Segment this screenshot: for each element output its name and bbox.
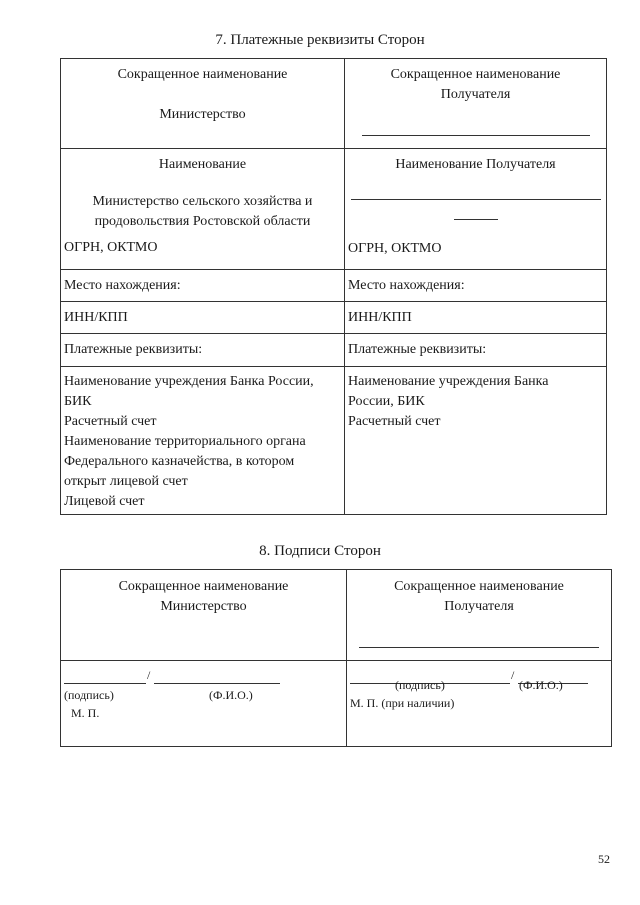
- short-name-value: Министерство: [159, 107, 246, 122]
- sig-recipient-short-name-value: Получателя: [444, 599, 514, 614]
- payment-details-table: [60, 58, 607, 515]
- short-name-label-line2: Получателя: [440, 87, 511, 102]
- signature-blank[interactable]: [64, 669, 146, 684]
- slash: /: [147, 668, 151, 682]
- recipient-name-cell: [345, 149, 607, 270]
- bank-line: Наименование учреждения Банка России,: [64, 374, 314, 389]
- inn-label: ИНН/КПП: [61, 302, 345, 334]
- recipient-payment-label: Платежные реквизиты:: [345, 334, 607, 367]
- bank-line: Расчетный счет: [348, 414, 441, 429]
- name-value-line1: Министерство сельского хозяйства и: [92, 194, 313, 209]
- signatures-table: [60, 569, 612, 747]
- recipient-name-blank-1[interactable]: [351, 188, 601, 200]
- recipient-short-name-cell: [345, 59, 607, 149]
- recipient-location-label: Место нахождения:: [345, 270, 607, 302]
- bank-line: Наименование учреждения Банка: [348, 374, 549, 389]
- bank-line: Расчетный счет: [64, 414, 157, 429]
- recipient-slash: /: [511, 668, 515, 682]
- recipient-short-name-signature-blank[interactable]: [359, 646, 599, 648]
- recipient-sign-label: (подпись): [395, 678, 445, 692]
- recipient-name-blank-2[interactable]: [454, 207, 498, 220]
- short-name-label: Сокращенное наименование: [117, 67, 288, 82]
- bank-line: БИК: [64, 394, 92, 409]
- section-8-title: 8. Подписи Сторон: [259, 543, 381, 559]
- ogrn-label: ОГРН, ОКТМО: [64, 240, 158, 255]
- location-label: Место нахождения:: [61, 270, 345, 302]
- bank-line: Лицевой счет: [64, 494, 145, 509]
- recipient-signature-header-cell: [347, 570, 612, 661]
- name-value-line2: продовольствия Ростовской области: [94, 214, 311, 229]
- ministry-signature-header-cell: [61, 570, 347, 661]
- recipient-signature-cell: [347, 661, 612, 747]
- recipient-short-name-blank[interactable]: [362, 134, 590, 136]
- bank-line: России, БИК: [348, 394, 425, 409]
- recipient-fio-label: (Ф.И.О.): [519, 678, 563, 692]
- sig-short-name-label: Сокращенное наименование: [118, 579, 289, 594]
- section-7-title: 7. Платежные реквизиты Сторон: [215, 32, 425, 48]
- recipient-stamp-label: М. П. (при наличии): [350, 696, 455, 710]
- fio-blank[interactable]: [154, 669, 280, 684]
- sig-recipient-short-name-label: Сокращенное наименование: [394, 579, 564, 594]
- payment-label: Платежные реквизиты:: [61, 334, 345, 367]
- sign-label: (подпись): [64, 688, 114, 702]
- ministry-bank-details-cell: [61, 367, 345, 515]
- recipient-name-label: Наименование Получателя: [395, 157, 556, 172]
- fio-label: (Ф.И.О.): [209, 688, 253, 702]
- bank-line: Федерального казначейства, в котором: [64, 454, 295, 469]
- recipient-bank-details-cell: [345, 367, 607, 515]
- recipient-inn-label: ИНН/КПП: [345, 302, 607, 334]
- ministry-short-name-cell: [61, 59, 345, 149]
- name-label: Наименование: [158, 157, 247, 172]
- stamp-label: М. П.: [71, 706, 100, 720]
- ministry-name-cell: [61, 149, 345, 270]
- bank-line: Наименование территориального органа: [64, 434, 306, 449]
- recipient-ogrn-label: ОГРН, ОКТМО: [348, 241, 442, 256]
- bank-line: открыт лицевой счет: [64, 474, 188, 489]
- ministry-signature-cell: [61, 661, 347, 747]
- short-name-label-line1: Сокращенное наименование: [390, 67, 561, 82]
- page-number: 52: [598, 852, 610, 866]
- sig-short-name-value: Министерство: [160, 599, 247, 614]
